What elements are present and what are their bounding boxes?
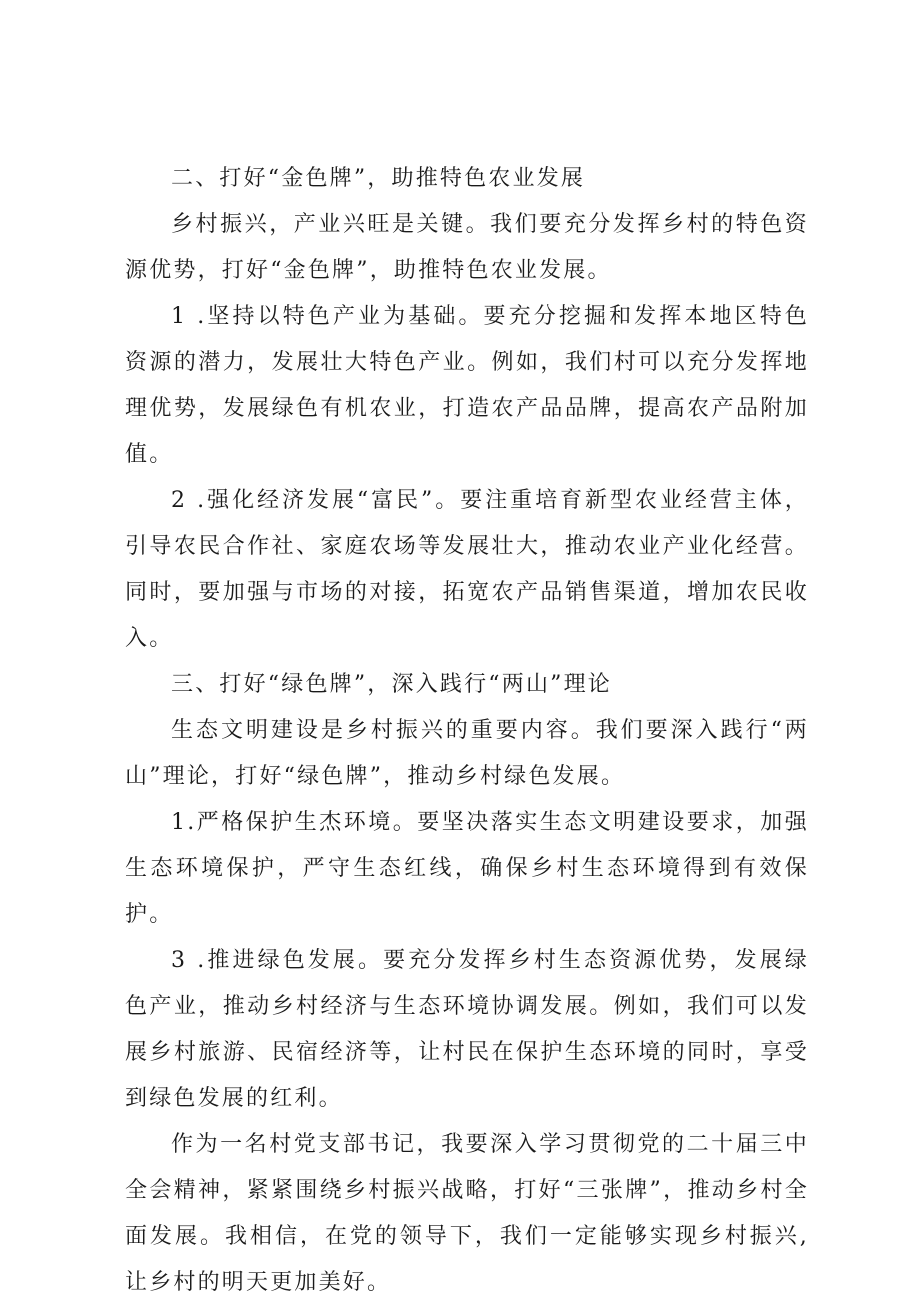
paragraph: 1.严格保护生杰环境。要坚决落实生态文明建设要求，加强生态环境保护，严守生态红线，确保乡村生态环境得到有效保护。 [125, 810, 809, 927]
paragraph: 3 .推进绿色发展。要充分发挥乡村生态资源优势，发展绿色产业，推动乡村经济与生态环境协调发展。例如，我们可以发展乡村旅游、民宿经济等，让村民在保护生态环境的同时，享受到绿色发展的红利。 [125, 948, 809, 1111]
document-body [125, 156, 809, 1306]
closing-paragraph: 作为一名村党支部书记，我要深入学习贯彻党的二十届三中全会精神，紧紧围绕乡村振兴战略，打好“三张牌”，推动乡村全面发展。我相信，在党的领导下，我们一定能够实现乡村振兴,让乡村的明天更加美好。 [125, 1132, 809, 1295]
section-heading-2: 二、打好“金色牌”，助推特色农业发展 [171, 166, 586, 191]
paragraph: 生态文明建设是乡村振兴的重要内容。我们要深入践行“两山”理论，打好“绿色牌”，推动乡村绿色发展。 [125, 718, 809, 789]
paragraph: 2 .强化经济发展“富民”。要注重培育新型农业经营主体，引导农民合作社、家庭农场等发展壮大，推动农业产业化经营。同时，要加强与市场的对接，拓宽农产品销售渠道，增加农民收入。 [125, 488, 809, 651]
paragraph: 1 .坚持以特色产业为基础。要充分挖掘和发挥本地区特色资源的潜力，发展壮大特色产业。例如，我们村可以充分发挥地理优势，发展绿色有机农业，打造农产品品牌，提高农产品附加值。 [125, 304, 809, 467]
section-heading-3: 三、打好“绿色牌”，深入践行“两山”理论 [171, 672, 612, 697]
paragraph: 乡村振兴，产业兴旺是关键。我们要充分发挥乡村的特色资源优势，打好“金色牌”，助推特色农业发展。 [125, 212, 809, 283]
